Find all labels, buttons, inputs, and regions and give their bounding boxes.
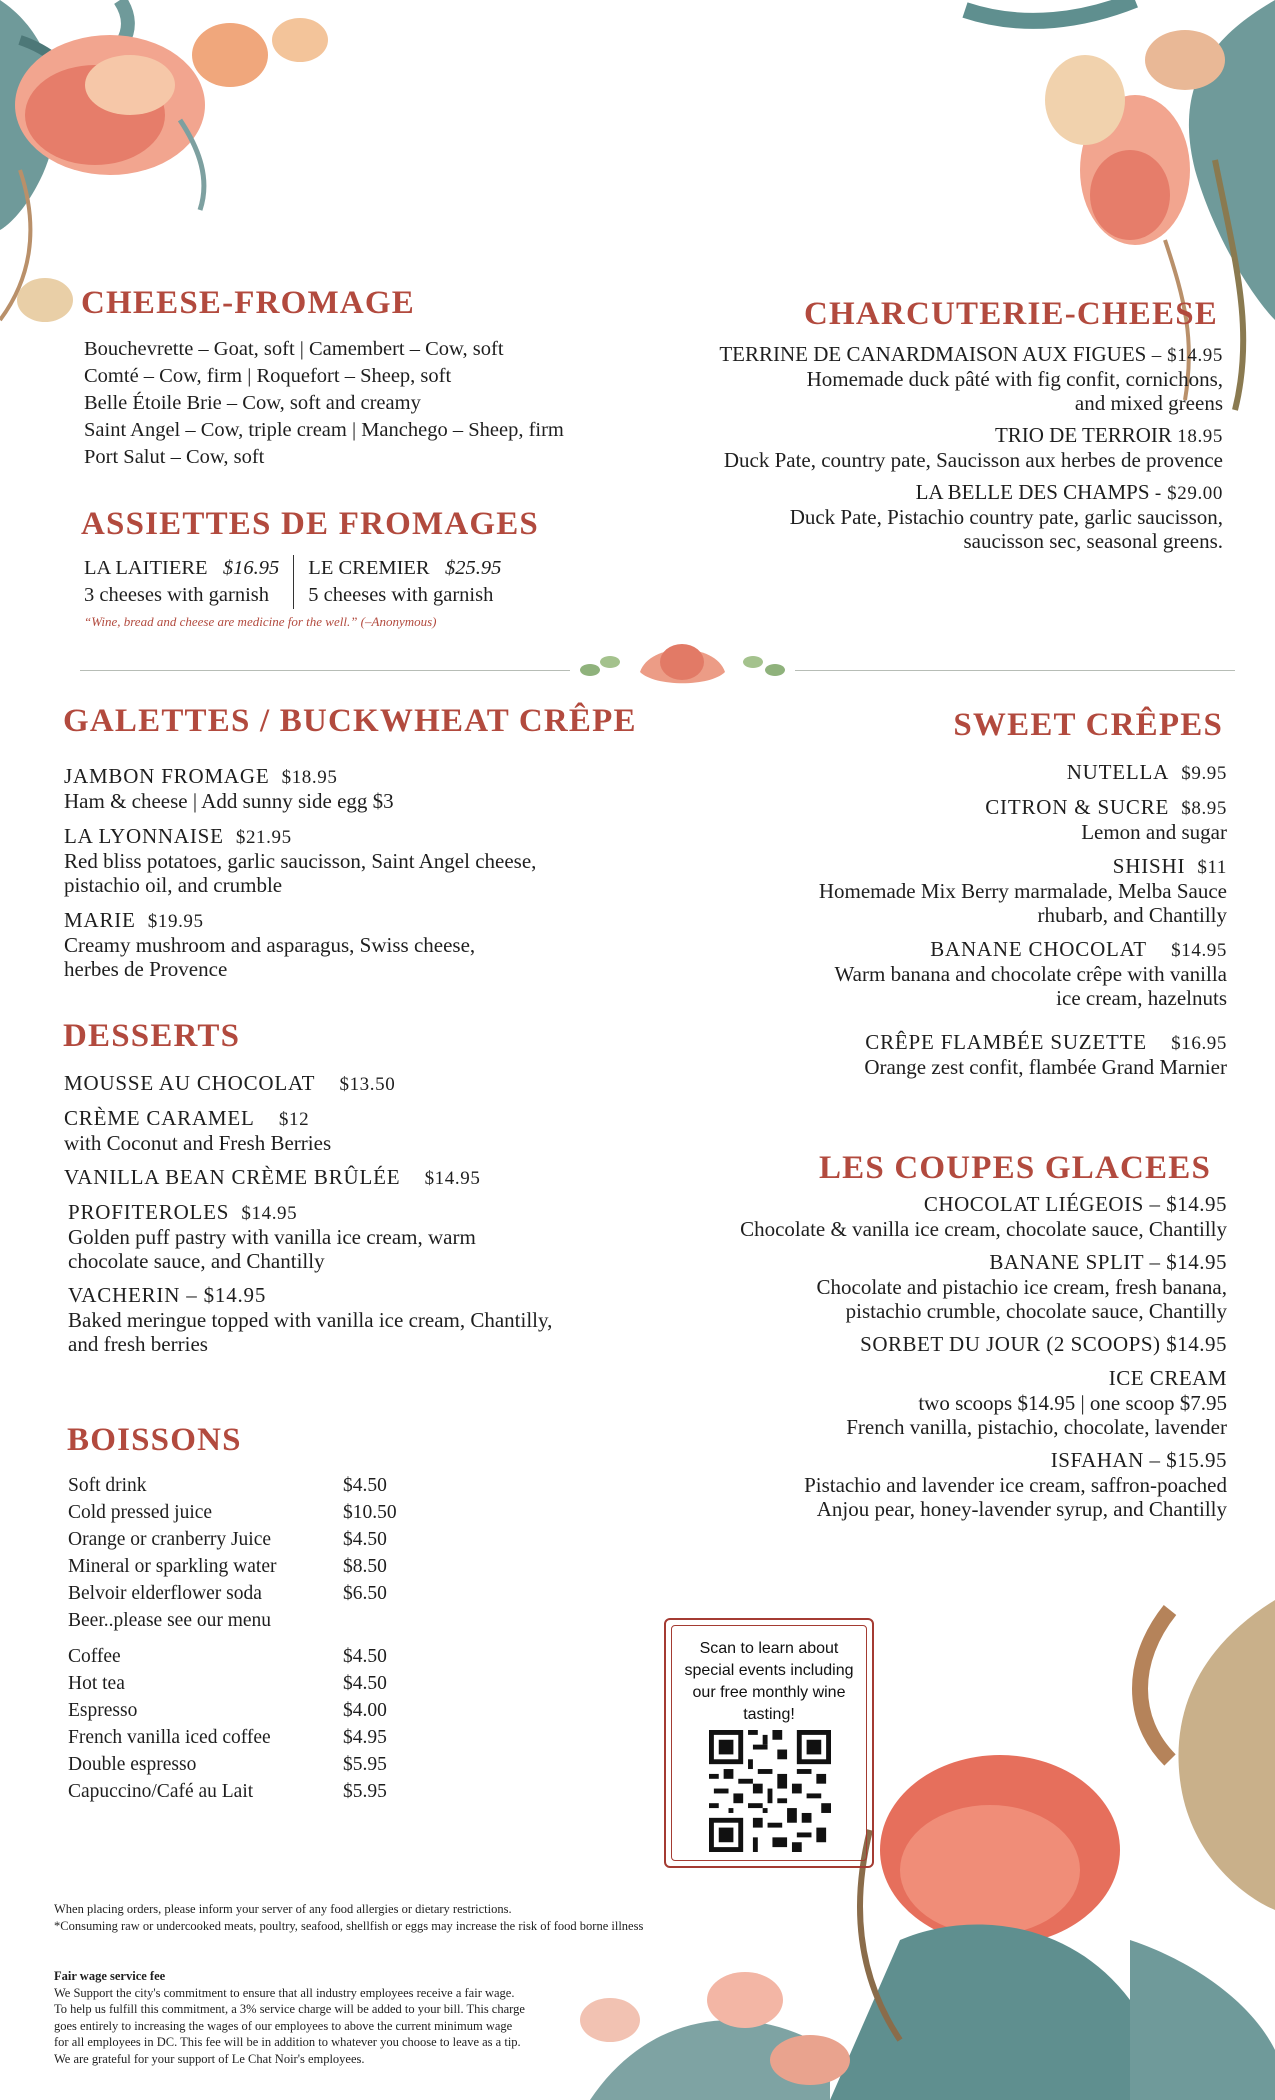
dessert-item bbox=[64, 1165, 552, 1190]
drink-row bbox=[68, 1607, 397, 1634]
qr-code-card[interactable] bbox=[664, 1618, 874, 1868]
divider-flower-ornament bbox=[570, 632, 795, 692]
galette-item bbox=[64, 908, 536, 981]
dish-price: $18.95 bbox=[281, 767, 338, 788]
dish-desc: Chocolate and pistachio ice cream, fresh banana, bbox=[816, 1275, 1227, 1299]
desserts-section-title: DESSERTS bbox=[63, 1018, 241, 1054]
coupe-item bbox=[647, 1332, 1227, 1357]
divider-line-right bbox=[795, 670, 1235, 671]
assiette-name: LA LAITIERE bbox=[84, 557, 208, 579]
allergy-line: *Consuming raw or undercooked meats, poultry, seafood, shellfish or eggs may increase the risk of food borne illness bbox=[54, 1918, 644, 1933]
dish-name: JAMBON FROMAGE bbox=[64, 764, 270, 788]
dish-name: SORBET DU JOUR (2 SCOOPS) $14.95 bbox=[860, 1332, 1227, 1356]
qr-code-icon[interactable] bbox=[709, 1730, 831, 1852]
drink-name: Soft drink bbox=[68, 1474, 147, 1496]
dish-name: TRIO DE TERROIR bbox=[994, 423, 1172, 447]
drink-name: Belvoir elderflower soda bbox=[68, 1582, 262, 1604]
dish-name: MOUSSE AU CHOCOLAT bbox=[64, 1071, 316, 1095]
sweet-crepe-item bbox=[667, 1030, 1227, 1079]
drink-row bbox=[68, 1580, 397, 1607]
dish-name: VANILLA BEAN CRÈME BRÛLÉE bbox=[64, 1165, 401, 1189]
drink-price: $4.50 bbox=[343, 1528, 387, 1550]
dessert-item bbox=[68, 1200, 552, 1273]
drinks-table-2 bbox=[68, 1643, 387, 1805]
dish-desc: chocolate sauce, and Chantilly bbox=[68, 1249, 325, 1273]
drink-row bbox=[68, 1643, 387, 1670]
coupe-item bbox=[647, 1192, 1227, 1241]
dish-price: – $14.95 bbox=[1146, 345, 1223, 366]
drink-name: Hot tea bbox=[68, 1672, 125, 1694]
dish-price: $8.95 bbox=[1181, 798, 1227, 819]
coupe-item bbox=[647, 1366, 1227, 1439]
dish-desc: Baked meringue topped with vanilla ice cream, Chantilly, bbox=[68, 1308, 553, 1332]
drink-row bbox=[68, 1472, 397, 1499]
coupes-list bbox=[647, 1192, 1227, 1532]
coupes-section-title: LES COUPES GLACEES bbox=[818, 1150, 1211, 1186]
drink-name: Cold pressed juice bbox=[68, 1501, 213, 1523]
drink-row bbox=[68, 1670, 387, 1697]
dessert-item bbox=[68, 1283, 552, 1356]
fair-wage-notice bbox=[54, 1968, 525, 2067]
dish-desc: ice cream, hazelnuts bbox=[1056, 986, 1227, 1010]
sweet-crepes-list bbox=[667, 760, 1227, 1090]
dish-price: $12 bbox=[278, 1109, 310, 1130]
assiette-desc: 3 cheeses with garnish bbox=[84, 584, 270, 606]
sweet-crepes-section-title: SWEET CRÊPES bbox=[953, 707, 1223, 743]
drinks-table-1 bbox=[68, 1472, 397, 1634]
charcuterie-list bbox=[663, 342, 1223, 564]
drink-row bbox=[68, 1751, 387, 1778]
fair-wage-line: We are grateful for your support of Le Chat Noir's employees. bbox=[54, 2051, 365, 2066]
dish-name: BANANE CHOCOLAT bbox=[930, 937, 1147, 961]
dish-desc: Golden puff pastry with vanilla ice cream, warm bbox=[68, 1225, 476, 1249]
dish-name: BANANE SPLIT – $14.95 bbox=[989, 1250, 1227, 1274]
drink-price: $4.50 bbox=[343, 1672, 387, 1694]
divider-line-left bbox=[80, 670, 570, 671]
assiettes-options bbox=[84, 555, 515, 609]
drink-price: $6.50 bbox=[343, 1582, 387, 1604]
assiette-cremier bbox=[293, 555, 515, 609]
desserts-list bbox=[64, 1071, 552, 1367]
dish-desc: pistachio crumble, chocolate sauce, Chantilly bbox=[845, 1299, 1227, 1323]
drink-price: $4.95 bbox=[343, 1726, 387, 1748]
dish-desc: Warm banana and chocolate crêpe with vanilla bbox=[834, 962, 1227, 986]
drink-price: $4.50 bbox=[343, 1474, 387, 1496]
drink-price: $5.95 bbox=[343, 1780, 387, 1802]
drink-name: French vanilla iced coffee bbox=[68, 1726, 271, 1748]
sweet-crepe-item bbox=[667, 937, 1227, 1010]
dish-price: $14.95 bbox=[1171, 940, 1227, 961]
dish-name: CRÊPE FLAMBÉE SUZETTE bbox=[865, 1030, 1147, 1054]
galettes-section-title: GALETTES / BUCKWHEAT CRÊPE bbox=[63, 703, 637, 739]
cheese-line: Port Salut – Cow, soft bbox=[84, 446, 265, 468]
dish-desc: Anjou pear, honey-lavender syrup, and Chantilly bbox=[816, 1497, 1227, 1521]
cheese-list bbox=[84, 336, 564, 471]
dish-desc: Creamy mushroom and asparagus, Swiss cheese, bbox=[64, 933, 476, 957]
dish-desc: pistachio oil, and crumble bbox=[64, 873, 283, 897]
charcuterie-item bbox=[663, 480, 1223, 553]
drink-price: $10.50 bbox=[343, 1501, 397, 1523]
drink-row bbox=[68, 1724, 387, 1751]
assiette-price: $16.95 bbox=[222, 557, 280, 579]
dish-desc: Lemon and sugar bbox=[1081, 820, 1227, 844]
fair-wage-line: We Support the city's commitment to ensure that all industry employees receive a fair wage. bbox=[54, 1985, 515, 2000]
assiette-price: $25.95 bbox=[444, 557, 502, 579]
fair-wage-line: To help us fulfill this commitment, a 3% service charge will be added to your bill. This charge bbox=[54, 2002, 525, 2016]
dish-name: SHISHI bbox=[1112, 854, 1186, 878]
dish-desc: two scoops $14.95 | one scoop $7.95 bbox=[918, 1391, 1227, 1415]
fair-wage-title: Fair wage service fee bbox=[54, 1969, 166, 1983]
dish-name: VACHERIN – $14.95 bbox=[68, 1283, 267, 1307]
coupe-item bbox=[647, 1250, 1227, 1323]
dish-price: $14.95 bbox=[424, 1168, 481, 1189]
allergy-notice bbox=[54, 1901, 643, 1934]
dish-desc: Orange zest confit, flambée Grand Marnier bbox=[864, 1055, 1227, 1079]
drink-row bbox=[68, 1553, 397, 1580]
dish-desc: herbes de Provence bbox=[64, 957, 228, 981]
dish-desc: Duck Pate, country pate, Saucisson aux herbes de provence bbox=[723, 448, 1223, 472]
drink-price: $4.00 bbox=[343, 1699, 387, 1721]
dish-desc: Red bliss potatoes, garlic saucisson, Saint Angel cheese, bbox=[64, 849, 537, 873]
sweet-crepe-item bbox=[667, 854, 1227, 927]
dish-name: CITRON & SUCRE bbox=[985, 795, 1170, 819]
drink-name: Mineral or sparkling water bbox=[68, 1555, 277, 1577]
cheese-line: Comté – Cow, firm | Roquefort – Sheep, soft bbox=[84, 365, 452, 387]
cheese-line: Belle Étoile Brie – Cow, soft and creamy bbox=[84, 392, 421, 414]
fair-wage-line: goes entirely to increasing the wages of our employees to above the current minimum wage bbox=[54, 2018, 513, 2033]
sweet-crepe-item bbox=[667, 760, 1227, 785]
dish-desc: Homemade Mix Berry marmalade, Melba Sauce bbox=[818, 879, 1227, 903]
dish-desc: saucisson sec, seasonal greens. bbox=[963, 529, 1223, 553]
dish-desc: and mixed greens bbox=[1074, 391, 1223, 415]
dish-desc: French vanilla, pistachio, chocolate, lavender bbox=[846, 1415, 1227, 1439]
dish-desc: Duck Pate, Pistachio country pate, garlic saucisson, bbox=[789, 505, 1223, 529]
dish-price: $9.95 bbox=[1181, 763, 1227, 784]
dish-desc: rhubarb, and Chantilly bbox=[1037, 903, 1227, 927]
drink-name: Double espresso bbox=[68, 1753, 197, 1775]
dish-price: - $29.00 bbox=[1149, 483, 1223, 504]
assiette-desc: 5 cheeses with garnish bbox=[308, 584, 494, 606]
dish-desc: Pistachio and lavender ice cream, saffron-poached bbox=[804, 1473, 1227, 1497]
dish-name: CRÈME CARAMEL bbox=[64, 1106, 255, 1130]
drink-row bbox=[68, 1499, 397, 1526]
assiette-laitiere bbox=[84, 555, 293, 609]
sweet-crepe-item bbox=[667, 795, 1227, 844]
drink-name: Coffee bbox=[68, 1645, 121, 1667]
coupe-item bbox=[647, 1448, 1227, 1521]
assiettes-section-title: ASSIETTES DE FROMAGES bbox=[81, 506, 539, 542]
drink-name: Capuccino/Café au Lait bbox=[68, 1780, 254, 1802]
cheese-line: Bouchevrette – Goat, soft | Camembert – Cow, soft bbox=[84, 338, 504, 360]
fair-wage-line: for all employees in DC. This fee will be in addition to whatever you choose to leave as a tip. bbox=[54, 2035, 521, 2049]
drink-row bbox=[68, 1778, 387, 1805]
drink-price: $5.95 bbox=[343, 1753, 387, 1775]
assiette-name: LE CREMIER bbox=[308, 557, 430, 579]
cheese-section-title: CHEESE-FROMAGE bbox=[81, 285, 415, 321]
dish-name: PROFITEROLES bbox=[68, 1200, 230, 1224]
drink-row bbox=[68, 1526, 397, 1553]
dish-name: ICE CREAM bbox=[1108, 1366, 1227, 1390]
dish-price: 18.95 bbox=[1171, 426, 1223, 447]
drink-price: $8.50 bbox=[343, 1555, 387, 1577]
galette-item bbox=[64, 824, 536, 897]
dish-desc: and fresh berries bbox=[68, 1332, 208, 1356]
charcuterie-item bbox=[663, 342, 1223, 415]
charcuterie-section-title: CHARCUTERIE-CHEESE bbox=[803, 296, 1218, 332]
dish-name: TERRINE DE CANARDMAISON AUX FIGUES bbox=[719, 342, 1147, 366]
dish-price: $19.95 bbox=[147, 911, 204, 932]
drink-name: Beer..please see our menu bbox=[68, 1609, 272, 1631]
drink-name: Orange or cranberry Juice bbox=[68, 1528, 272, 1550]
charcuterie-item bbox=[663, 423, 1223, 472]
dish-desc: Ham & cheese | Add sunny side egg $3 bbox=[64, 789, 394, 813]
cheese-line: Saint Angel – Cow, triple cream | Manchego – Sheep, firm bbox=[84, 419, 564, 441]
dessert-item bbox=[64, 1106, 552, 1155]
dish-name: LA BELLE DES CHAMPS bbox=[915, 480, 1150, 504]
dish-name: LA LYONNAISE bbox=[64, 824, 224, 848]
dish-desc: with Coconut and Fresh Berries bbox=[64, 1131, 332, 1155]
drink-price: $4.50 bbox=[343, 1645, 387, 1667]
dish-name: MARIE bbox=[64, 908, 136, 932]
dish-price: $13.50 bbox=[339, 1074, 396, 1095]
cheese-quote: “Wine, bread and cheese are medicine for the well.” (–Anonymous) bbox=[84, 614, 437, 629]
drink-row bbox=[68, 1697, 387, 1724]
dish-name: NUTELLA bbox=[1066, 760, 1170, 784]
dish-price: $21.95 bbox=[235, 827, 292, 848]
allergy-line: When placing orders, please inform your server of any food allergies or dietary restrictions. bbox=[54, 1902, 512, 1916]
dish-desc: Homemade duck pâté with fig confit, cornichons, bbox=[806, 367, 1223, 391]
dish-name: ISFAHAN – $15.95 bbox=[1050, 1448, 1227, 1472]
qr-caption: Scan to learn about special events including our free monthly wine tasting! bbox=[684, 1640, 854, 1723]
drink-price bbox=[343, 1607, 397, 1634]
dish-name: CHOCOLAT LIÉGEOIS – $14.95 bbox=[923, 1192, 1227, 1216]
galette-item bbox=[64, 764, 536, 813]
dish-price: $11 bbox=[1197, 857, 1227, 878]
dessert-item bbox=[64, 1071, 552, 1096]
dish-price: $14.95 bbox=[241, 1203, 298, 1224]
dish-desc: Chocolate & vanilla ice cream, chocolate sauce, Chantilly bbox=[740, 1217, 1227, 1241]
dish-price: $16.95 bbox=[1171, 1033, 1227, 1054]
boissons-section-title: BOISSONS bbox=[67, 1422, 242, 1458]
galettes-list bbox=[64, 764, 536, 992]
drink-name: Espresso bbox=[68, 1699, 138, 1721]
